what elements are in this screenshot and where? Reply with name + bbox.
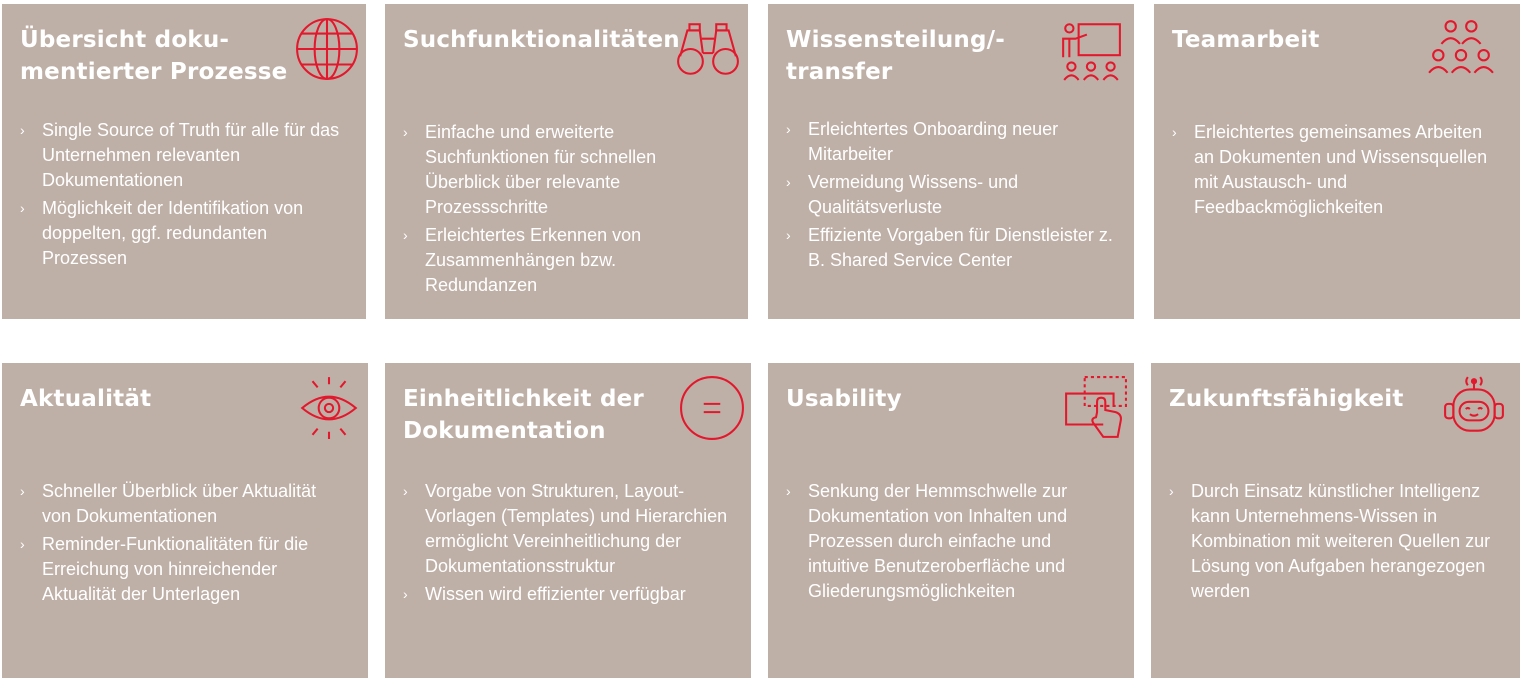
chevron-right-icon: › bbox=[1169, 483, 1174, 499]
chevron-right-icon: › bbox=[786, 174, 791, 190]
bullet-list bbox=[786, 117, 1114, 276]
bullet-item: › Erleichtertes gemeinsames Arbeiten an Dokumenten und Wissensquellen mit Austausch- und Feedbackmöglichkeiten bbox=[1172, 122, 1488, 217]
robot-icon bbox=[1441, 375, 1507, 441]
presentation-icon bbox=[1058, 16, 1124, 82]
chevron-right-icon: › bbox=[786, 483, 791, 499]
bullet-item: › Senkung der Hemmschwelle zur Dokumentation von Inhalten und Prozessen durch einfache und intuitive Benutzeroberfläche und Gliederungsmöglichkeiten bbox=[786, 481, 1068, 601]
card-wissensteilung bbox=[768, 4, 1134, 319]
card-title: Suchfunktionalitäten bbox=[403, 27, 680, 53]
chevron-right-icon: › bbox=[20, 536, 25, 552]
card-title: Usability bbox=[786, 386, 902, 412]
bullet-item: › Durch Einsatz künstlicher Intelligenz kann Unternehmens-Wissen in Kombination mit weiteren Quellen zur Lösung von Aufgaben herangezogen werden bbox=[1169, 481, 1491, 601]
card-einheitlichkeit bbox=[385, 363, 751, 678]
bullet-item: › Effiziente Vorgaben für Dienstleister z. B. Shared Service Center bbox=[786, 225, 1113, 270]
chevron-right-icon: › bbox=[20, 200, 25, 216]
chevron-right-icon: › bbox=[786, 121, 791, 137]
bullet-item: › Vermeidung Wissens- und Qualitätsverluste bbox=[786, 172, 1019, 217]
card-title: Teamarbeit bbox=[1172, 27, 1320, 53]
chevron-right-icon: › bbox=[403, 483, 408, 499]
card-teamarbeit bbox=[1154, 4, 1520, 319]
bullet-item: › Schneller Überblick über Aktualität von Dokumentationen bbox=[20, 481, 317, 526]
eye-icon bbox=[296, 375, 362, 441]
card-title: Zukunftsfähigkeit bbox=[1169, 386, 1404, 412]
bullet-list bbox=[403, 479, 731, 610]
chevron-right-icon: › bbox=[786, 227, 791, 243]
chevron-right-icon: › bbox=[20, 122, 25, 138]
card-uebersicht bbox=[2, 4, 366, 319]
card-aktualitaet bbox=[2, 363, 368, 678]
bullet-item: › Einfache und erweiterte Suchfunktionen für schnellen Überblick über relevante Prozessschritte bbox=[403, 122, 657, 217]
chevron-right-icon: › bbox=[403, 586, 408, 602]
card-title: Aktualität bbox=[20, 386, 152, 412]
touch-screen-icon bbox=[1062, 375, 1128, 441]
equals-icon bbox=[679, 375, 745, 441]
bullet-item: › Möglichkeit der Identifikation von doppelten, ggf. redundanten Prozessen bbox=[20, 198, 304, 268]
bullet-list bbox=[1172, 120, 1500, 223]
card-suchfunktionalitaeten bbox=[385, 4, 748, 319]
team-icon bbox=[1428, 16, 1494, 82]
card-zukunftsfaehigkeit bbox=[1151, 363, 1520, 678]
bullet-item: › Reminder-Funktionalitäten für die Erreichung von hinreichender Aktualität der Unterlagen bbox=[20, 534, 309, 604]
binoculars-icon bbox=[675, 16, 741, 82]
globe-icon bbox=[294, 16, 360, 82]
card-title: Einheitlichkeit der Dokumentation bbox=[403, 386, 644, 444]
chevron-right-icon: › bbox=[403, 227, 408, 243]
bullet-list bbox=[20, 118, 346, 274]
card-title: Wissensteilung/- transfer bbox=[786, 27, 1006, 85]
chevron-right-icon: › bbox=[20, 483, 25, 499]
chevron-right-icon: › bbox=[403, 124, 408, 140]
bullet-list bbox=[1169, 479, 1500, 607]
chevron-right-icon: › bbox=[1172, 124, 1177, 140]
bullet-list bbox=[20, 479, 348, 610]
bullet-item: › Single Source of Truth für alle für das Unternehmen relevanten Dokumentationen bbox=[20, 120, 340, 190]
bullet-item: › Erleichtertes Erkennen von Zusammenhängen bzw. Redundanzen bbox=[403, 225, 642, 295]
bullet-item: › Vorgabe von Strukturen, Layout-Vorlagen (Templates) und Hierarchien ermöglicht Vereinheitlichung der Dokumentationsstruktur bbox=[403, 481, 728, 576]
card-usability bbox=[768, 363, 1134, 678]
bullet-list bbox=[403, 120, 728, 301]
card-title: Übersicht doku- mentierter Prozesse bbox=[20, 27, 288, 85]
bullet-item: › Wissen wird effizienter verfügbar bbox=[403, 582, 731, 607]
bullet-list bbox=[786, 479, 1114, 607]
bullet-item: › Erleichtertes Onboarding neuer Mitarbeiter bbox=[786, 119, 1059, 164]
